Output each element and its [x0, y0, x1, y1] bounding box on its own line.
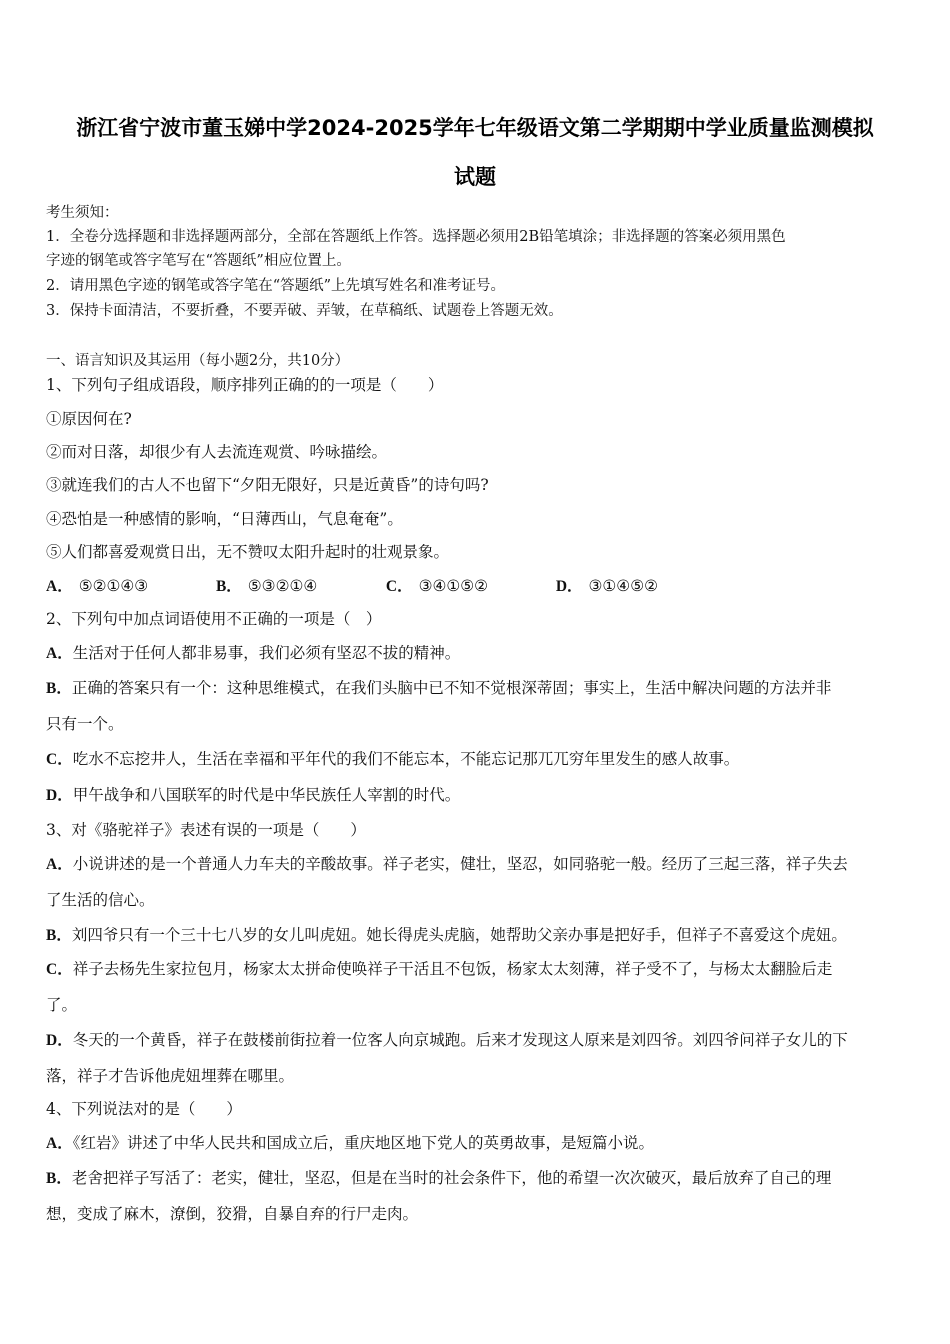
question-1-sentence-4: ④恐怕是一种感情的影响，“日薄西山，气息奄奄”。 [46, 510, 403, 528]
question-2-option-b-cont: 只有一个。 [46, 715, 124, 733]
question-1-option-b[interactable]: B． ⑤③②①④ [215, 577, 318, 595]
notice-heading: 考生须知： [46, 205, 119, 221]
question-4-stem: 4、下列说法对的是（ ） [46, 1100, 242, 1118]
section-1-heading: 一、语言知识及其运用（每小题2分，共10分） [46, 353, 350, 369]
question-3-option-d[interactable]: D．冬天的一个黄昏，祥子在鼓楼前街拉着一位客人向京城跑。后来才发现这人原来是刘四爷。刘四爷问祥子女儿的下 [46, 1031, 848, 1049]
question-3-option-a-cont: 了生活的信心。 [46, 891, 155, 909]
question-1-sentence-2: ②而对日落，却很少有人去流连观赏、吟咏描绘。 [46, 443, 388, 461]
question-3-stem: 3、对《骆驼祥子》表述有误的一项是（ ） [46, 821, 366, 839]
question-1-sentence-3: ③就连我们的古人不也留下“夕阳无限好，只是近黄昏”的诗句吗? [46, 476, 489, 494]
question-3-option-b[interactable]: B．刘四爷只有一个三十七八岁的女儿叫虎妞。她长得虎头虎脑，她帮助父亲办事是把好手，但祥子不喜爱这个虎妞。 [46, 926, 847, 944]
question-1-sentence-5: ⑤人们都喜爱观赏日出，无不赞叹太阳升起时的壮观景象。 [46, 543, 450, 561]
notice-item-1-cont: 字迹的钢笔或答字笔写在“答题纸”相应位置上。 [46, 253, 351, 269]
question-2-option-a[interactable]: A．生活对于任何人都非易事，我们必须有坚忍不拔的精神。 [46, 644, 461, 662]
question-2-option-c[interactable]: C．吃水不忘挖井人，生活在幸福和平年代的我们不能忘本，不能忘记那兀兀穷年里发生的感人故事。 [46, 750, 740, 768]
exam-title-line-1: 浙江省宁波市董玉娣中学2024-2025学年七年级语文第二学期期中学业质量监测模拟 [76, 116, 874, 140]
question-4-option-b[interactable]: B．老舍把祥子写活了：老实，健壮，坚忍，但是在当时的社会条件下，他的希望一次次破灭，最后放弃了自己的理 [46, 1169, 832, 1187]
notice-item-3: 3．保持卡面清洁，不要折叠，不要弄破、弄皱，在草稿纸、试题卷上答题无效。 [46, 303, 563, 319]
question-1-sentence-1: ①原因何在? [46, 410, 132, 428]
question-1-options [46, 575, 911, 598]
question-4-option-a[interactable]: A．《红岩》讲述了中华人民共和国成立后，重庆地区地下党人的英勇故事，是短篇小说。 [46, 1134, 654, 1152]
notice-item-2: 2．请用黑色字迹的钢笔或答字笔在“答题纸”上先填写姓名和准考证号。 [46, 278, 506, 294]
question-2-stem: 2、下列句中加点词语使用不正确的一项是（ ） [46, 610, 382, 628]
question-4-option-b-cont: 想，变成了麻木，潦倒，狡猾，自暴自弃的行尸走肉。 [46, 1205, 419, 1223]
exam-title-line-2: 试题 [454, 165, 496, 189]
question-2-option-d[interactable]: D．甲午战争和八国联军的时代是中华民族任人宰割的时代。 [46, 786, 461, 804]
question-1-option-a[interactable]: A． ⑤②①④③ [46, 577, 149, 595]
question-1-option-d[interactable]: D． ③①④⑤② [555, 577, 658, 595]
question-3-option-a[interactable]: A．小说讲述的是一个普通人力车夫的辛酸故事。祥子老实，健壮，坚忍，如同骆驼一般。经历了三起三落，祥子失去 [46, 855, 848, 873]
question-1-stem: 1、下列句子组成语段，顺序排列正确的的一项是（ ） [46, 376, 444, 394]
question-3-option-c-cont: 了。 [46, 996, 78, 1014]
notice-item-1: 1．全卷分选择题和非选择题两部分，全部在答题纸上作答。选择题必须用2B铅笔填涂；非选择题的答案必须用黑色 [46, 229, 786, 245]
question-2-option-b[interactable]: B．正确的答案只有一个：这种思维模式，在我们头脑中已不知不觉根深蒂固；事实上，生活中解决问题的方法并非 [46, 679, 832, 697]
question-1-option-c[interactable]: C． ③④①⑤② [385, 577, 489, 595]
question-3-option-c[interactable]: C．祥子去杨先生家拉包月，杨家太太拼命使唤祥子干活且不包饭，杨家太太刻薄，祥子受不了，与杨太太翻脸后走 [46, 960, 833, 978]
question-3-option-d-cont: 落，祥子才告诉他虎妞埋葬在哪里。 [46, 1067, 295, 1085]
